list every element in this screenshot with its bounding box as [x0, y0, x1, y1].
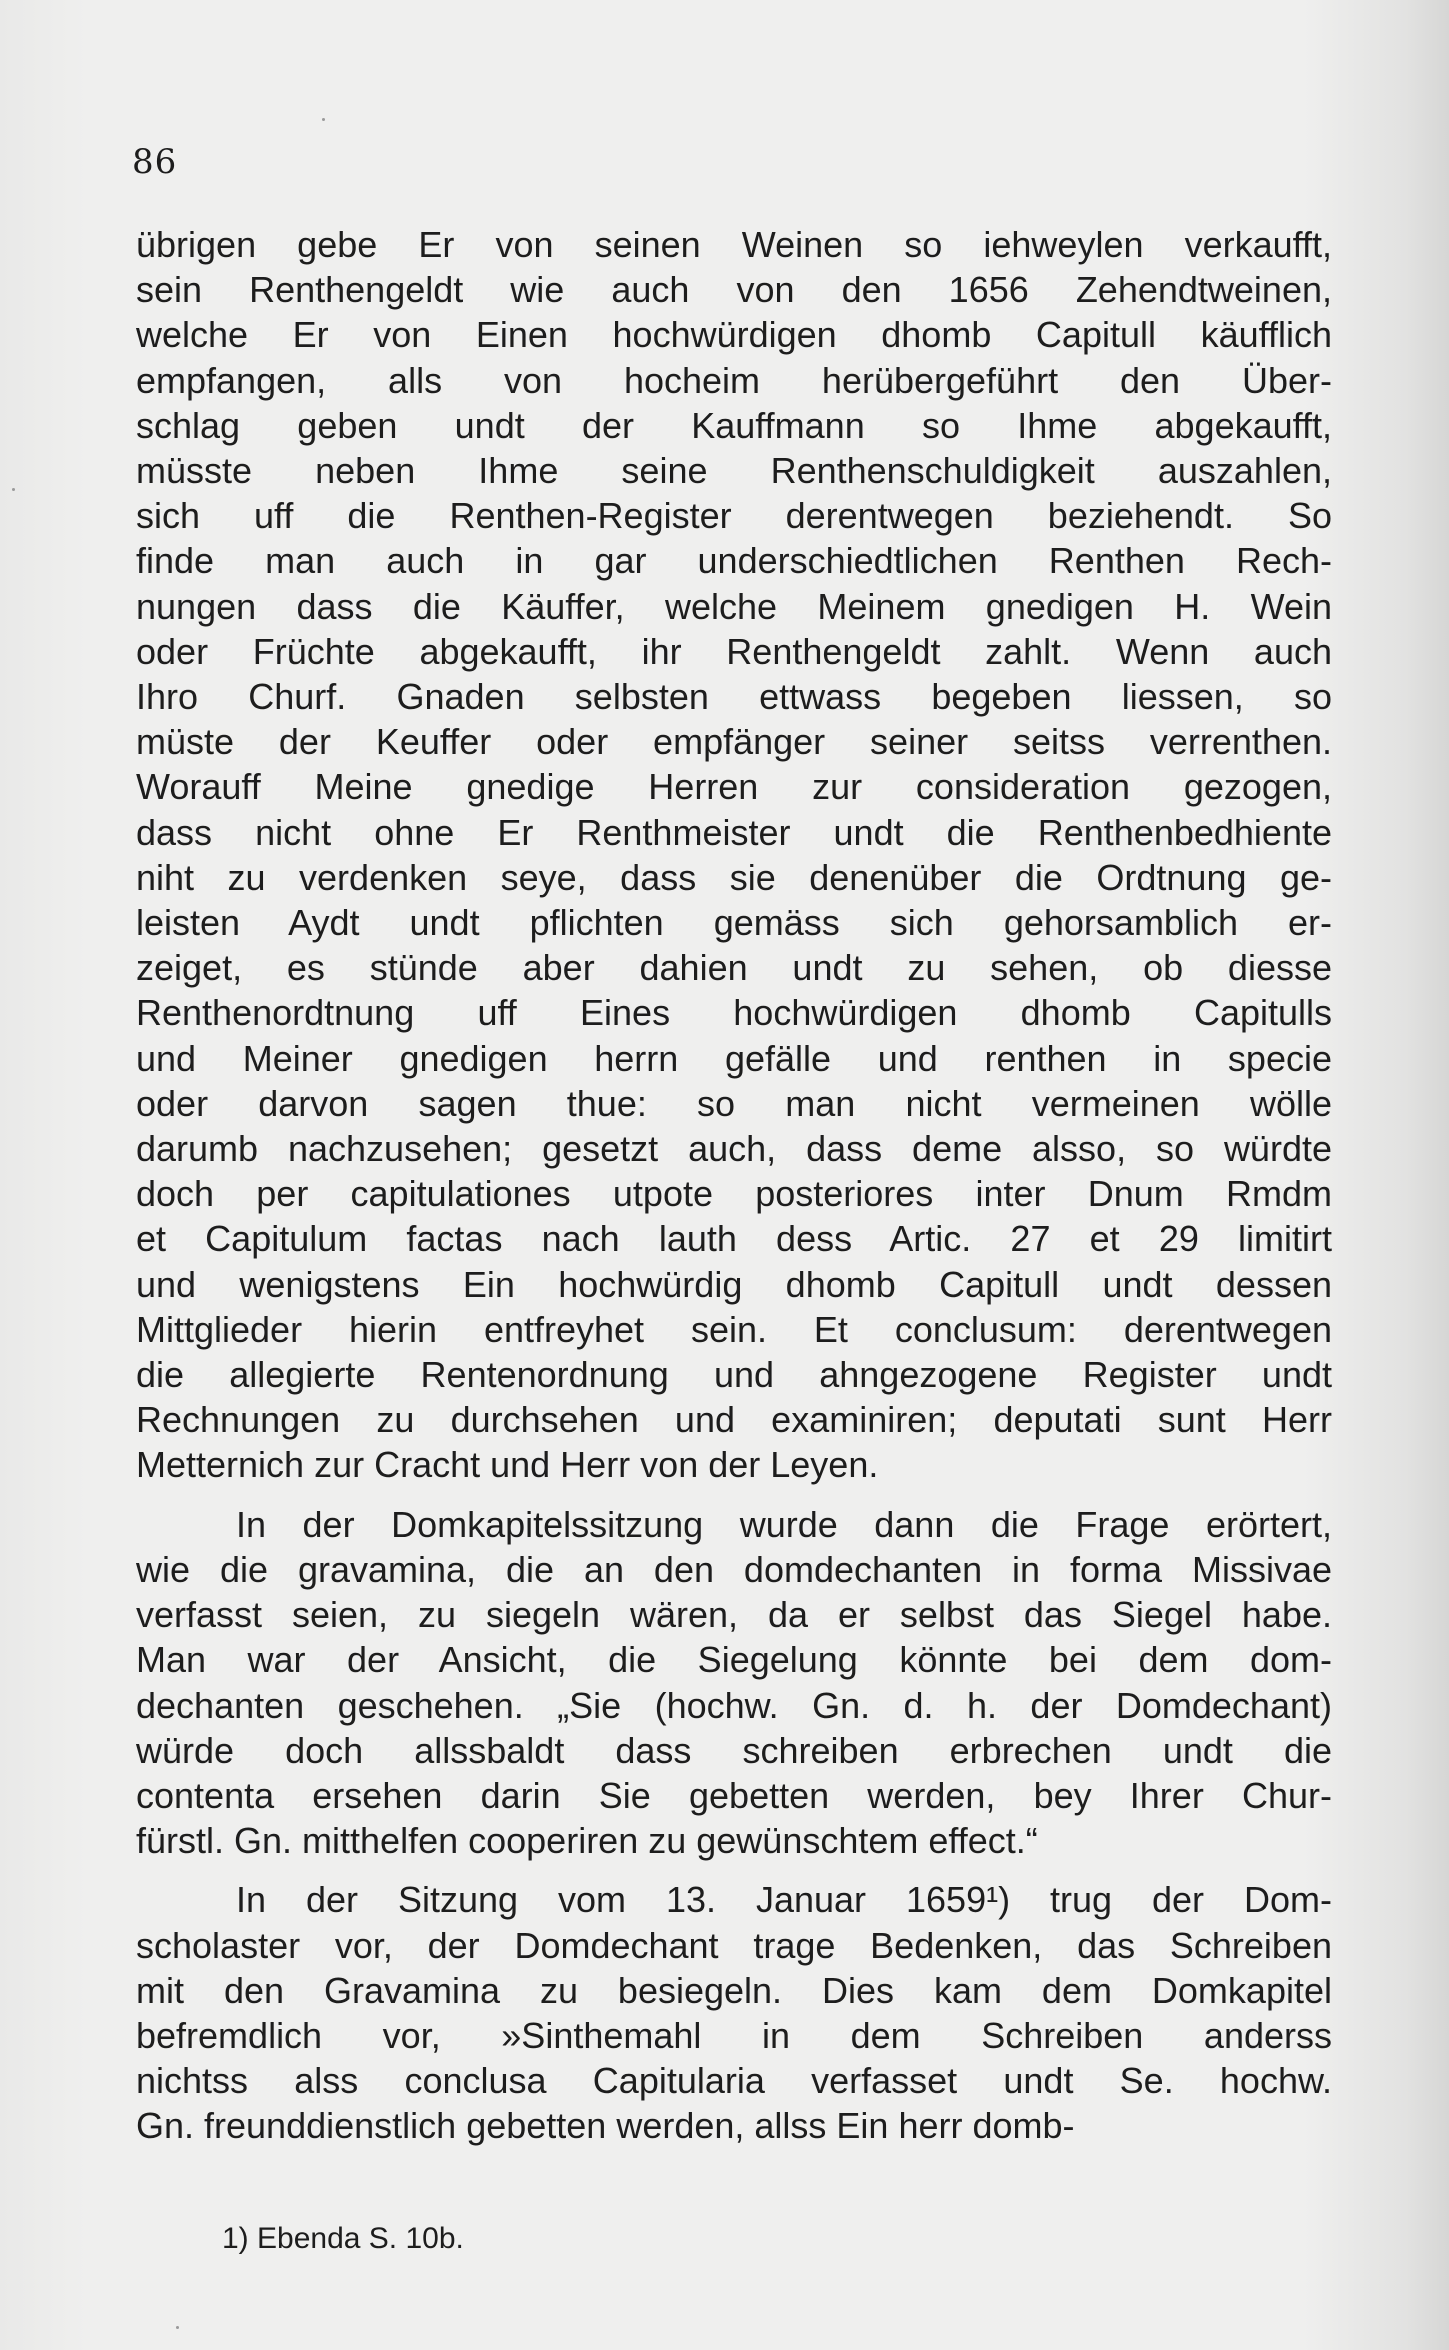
scan-speck	[322, 118, 325, 121]
paragraph-3	[136, 1877, 1332, 2148]
text-line: oder Früchte abgekaufft, ihr Renthengeldt zahlt. Wenn auch	[136, 630, 1332, 672]
paragraph-1	[136, 222, 1332, 1488]
text-line: sein Renthengeldt wie auch von den 1656 Zehendtweinen,	[136, 269, 1332, 311]
text-line: übrigen gebe Er von seinen Weinen so iehweylen verkaufft,	[136, 224, 1332, 265]
text-line: würde doch allssbaldt dass schreiben erbrechen undt die	[136, 1729, 1332, 1771]
text-line: dass nicht ohne Er Renthmeister undt die Renthenbedhiente	[136, 811, 1332, 853]
text-line: Ihro Churf. Gnaden selbsten ettwass begeben liessen, so	[136, 676, 1332, 718]
text-line: Metternich zur Cracht und Herr von der Leyen.	[136, 1444, 879, 1486]
text-line: schlag geben undt der Kauffmann so Ihme abgekaufft,	[136, 404, 1332, 446]
text-line: und Meiner gnedigen herrn gefälle und renthen in specie	[136, 1037, 1332, 1079]
text-line: befremdlich vor, »Sinthemahl in dem Schreiben anderss	[136, 2014, 1332, 2056]
page-number: 86	[132, 142, 178, 182]
text-line: scholaster vor, der Domdechant trage Bedenken, das Schreiben	[136, 1924, 1332, 1966]
paragraph-2	[136, 1502, 1332, 1864]
text-line: Mittglieder hierin entfreyhet sein. Et conclusum: derentwegen	[136, 1308, 1332, 1350]
text-line: Rechnungen zu durchsehen und examiniren; deputati sunt Herr	[136, 1399, 1332, 1441]
text-line: zeiget, es stünde aber dahien undt zu sehen, ob diesse	[136, 947, 1332, 989]
text-line: niht zu verdenken seye, dass sie denenüber die Ordtnung ge-	[136, 856, 1332, 898]
text-line: In der Domkapitelssitzung wurde dann die Frage erörtert,	[236, 1503, 1332, 1545]
text-line: welche Er von Einen hochwürdigen dhomb Capitull käufflich	[136, 314, 1332, 356]
text-line: finde man auch in gar underschiedtlichen Renthen Rech-	[136, 540, 1332, 582]
body-text	[136, 222, 1332, 2149]
text-line: fürstl. Gn. mitthelfen cooperiren zu gewünschtem effect.“	[136, 1820, 1038, 1862]
text-line: Man war der Ansicht, die Siegelung könnte bei dem dom-	[136, 1639, 1332, 1681]
text-line: leisten Aydt undt pflichten gemäss sich gehorsamblich er-	[136, 902, 1332, 944]
text-line: oder darvon sagen thue: so man nicht vermeinen wölle	[136, 1082, 1332, 1124]
text-line: In der Sitzung vom 13. Januar 1659¹) trug der Dom-	[236, 1879, 1332, 1921]
text-line: darumb nachzusehen; gesetzt auch, dass deme alsso, so würdte	[136, 1128, 1332, 1170]
text-line: sich uff die Renthen-Register derentwegen beziehendt. So	[136, 495, 1332, 537]
text-line: und wenigstens Ein hochwürdig dhomb Capitull undt dessen	[136, 1263, 1332, 1305]
footnote: 1) Ebenda S. 10b.	[222, 2222, 464, 2255]
text-line: verfasst seien, zu siegeln wären, da er selbst das Siegel habe.	[136, 1594, 1332, 1636]
scan-speck	[12, 488, 15, 491]
text-line: wie die gravamina, die an den domdechanten in forma Missivae	[136, 1548, 1332, 1590]
text-line: nichtss alss conclusa Capitularia verfasset undt Se. hochw.	[136, 2060, 1332, 2102]
text-line: müsste neben Ihme seine Renthenschuldigkeit auszahlen,	[136, 450, 1332, 492]
text-line: mit den Gravamina zu besiegeln. Dies kam dem Domkapitel	[136, 1969, 1332, 2011]
text-line: Gn. freunddienstlich gebetten werden, allss Ein herr domb-	[136, 2105, 1075, 2147]
text-line: Renthenordtnung uff Eines hochwürdigen dhomb Capitulls	[136, 992, 1332, 1034]
text-line: nungen dass die Käuffer, welche Meinem gnedigen H. Wein	[136, 585, 1332, 627]
text-line: dechanten geschehen. „Sie (hochw. Gn. d. h. der Domdechant)	[136, 1684, 1332, 1726]
text-line: et Capitulum factas nach lauth dess Artic. 27 et 29 limitirt	[136, 1218, 1332, 1260]
text-line: contenta ersehen darin Sie gebetten werden, bey Ihrer Chur-	[136, 1774, 1332, 1816]
text-line: empfangen, alls von hocheim herübergeführt den Über-	[136, 359, 1332, 401]
scan-speck	[176, 2326, 179, 2329]
text-line: die allegierte Rentenordnung und ahngezogene Register undt	[136, 1354, 1332, 1396]
text-line: doch per capitulationes utpote posteriores inter Dnum Rmdm	[136, 1173, 1332, 1215]
text-line: Worauff Meine gnedige Herren zur consideration gezogen,	[136, 766, 1332, 808]
text-line: müste der Keuffer oder empfänger seiner seitss verrenthen.	[136, 721, 1332, 763]
